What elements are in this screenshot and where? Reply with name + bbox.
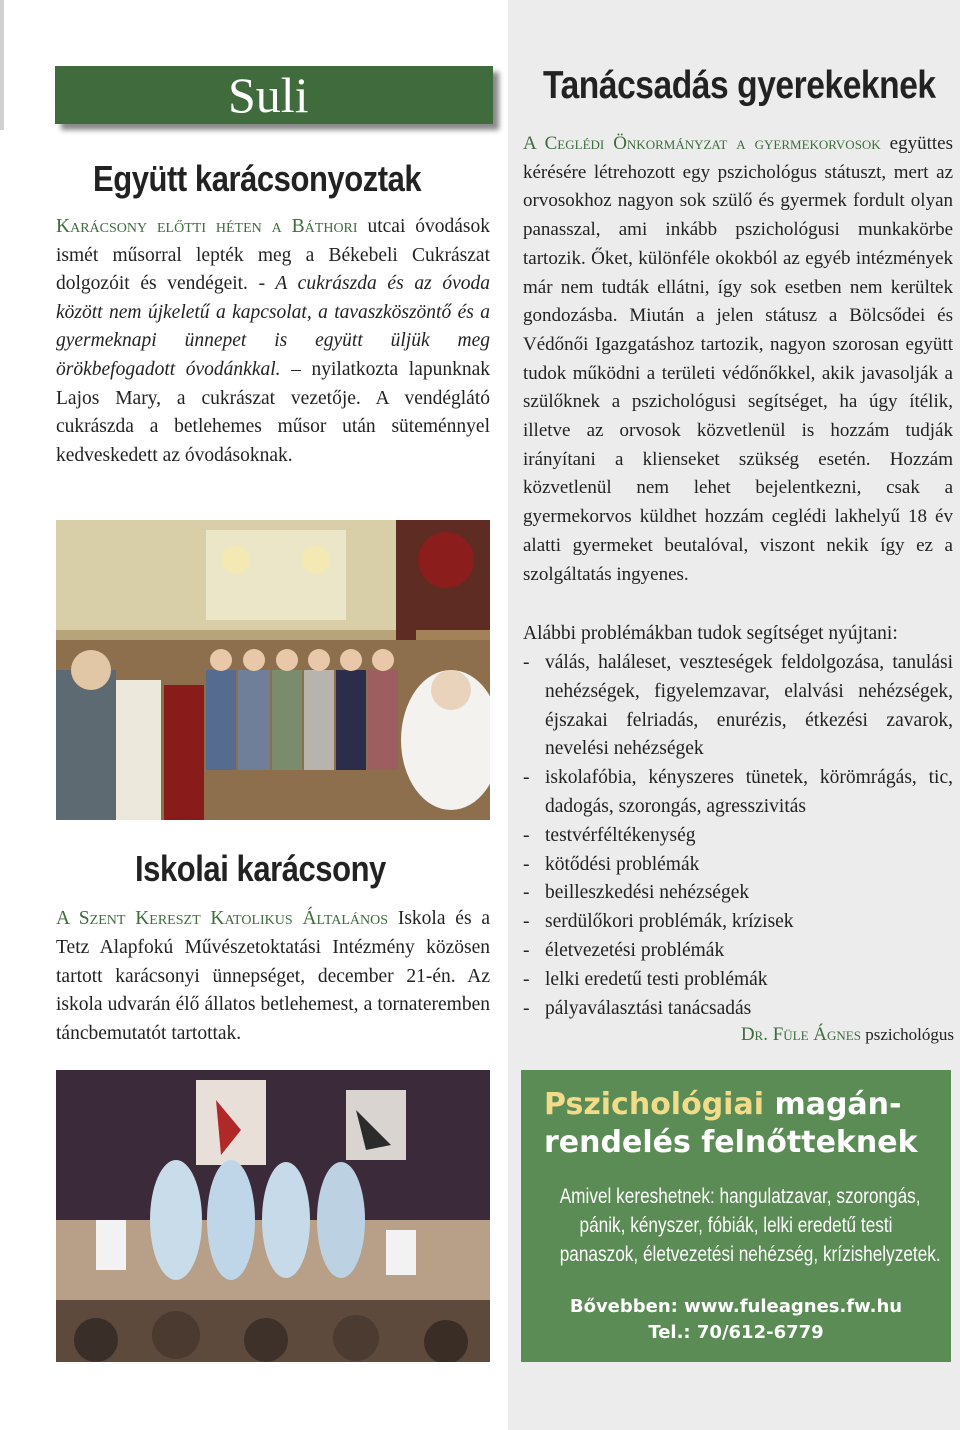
photo-school-dance — [56, 1070, 490, 1362]
ad-title-line2: rendelés felnőtteknek — [544, 1125, 918, 1160]
list-item: - válás, haláleset, veszteségek feldolgozása, tanulási nehézségek, figyelemzavar, elalvási nehézségek, éjszakai felriadás, enurézis, étkezési zavarok, nevelési nehézségek — [523, 652, 953, 760]
ad-contact — [521, 1294, 951, 1346]
ad-title — [544, 1086, 934, 1124]
section-label-text: Suli — [228, 67, 309, 123]
article-text: utcai óvodások ismét műsorral lepték meg a Békebeli Cukrászat dolgozóit és vendégeit. — [56, 216, 491, 295]
list-item: - lelki eredetű testi problémák — [523, 968, 768, 990]
ad-website-link[interactable]: Bővebben: www.fuleagnes.fw.hu — [569, 1296, 903, 1317]
ad-description-line: panaszok, életvezetési nehézség, krízishelyzetek. — [559, 1243, 941, 1266]
issues-intro: Alábbi problémákban tudok segítséget nyújtani: — [523, 623, 898, 644]
article-body — [56, 213, 490, 470]
author-signature — [741, 1024, 954, 1046]
list-item: - beilleszkedési nehézségek — [523, 882, 750, 904]
list-item: - életvezetési problémák — [523, 939, 725, 961]
ad-description-line: Amivel kereshetnek: hangulatzavar, szorongás, — [559, 1185, 921, 1208]
ad-description-line: pánik, kényszer, fóbiák, lelki eredetű testi — [579, 1214, 893, 1237]
ad-description — [521, 1182, 951, 1269]
list-item: - kötődési problémák — [523, 853, 700, 875]
article-lead: Karácsony előtti héten a Báthori — [56, 216, 358, 237]
photo-kindergarten-christmas — [56, 520, 490, 820]
photo-kindergarten-illustration — [56, 520, 490, 820]
article-text: Iskola és a Tetz Alapfokú Művészetoktatási Intézmény közösen tartott karácsonyi ünnepséget, december 21-én. Az iskola udvarán élő állatos betlehemest, a tornateremben táncbemutatót tartottak. — [56, 908, 490, 1045]
article-lead: A Szent Kereszt Katolikus Általános — [56, 908, 389, 929]
ad-title-accent: Pszichológiai — [544, 1087, 764, 1122]
article-title: Együtt karácsonyoztak — [93, 158, 422, 199]
author-name: Dr. Füle Ágnes — [740, 1024, 861, 1045]
list-item: - iskolafóbia, kényszeres tünetek, körömrágás, tic, dadogás, szorongás, agresszivitás — [523, 767, 953, 817]
list-item: - pályaválasztási tanácsadás — [523, 997, 752, 1019]
article-text: együttes kérésére létrehozott egy pszichológus státuszt, mert az orvosokhoz nagyon sok szülő és gyermek fordult olyan panasszal, ami inkább pszichológusi munkakörbe tartozik. Őket, különféle okokból az egyéb intézmények már nem tudták ellátni, így sok esetben nem kerültek gondozásba. Miután a jelen státusz a Bölcsődei és Védőnői Igazgatáshoz tartozik, nagyon szorosan együtt tudok működni a területi védőnőkkel, akik javasolják a szülőknek a pszichológusi segítséget, ha úgy ítélik, illetve az orvosok közvetlenül is hozzám tudják irányítani a klienseket szükség esetén. Hozzám közvetlenül nem lehet bejelentkezni, csak a gyermekorvos küldhet hozzám ceglédi lakhelyű 18 év alatti gyermeket beutalóval, viszont nekik így ez a szolgáltatás ingyenes. — [523, 133, 953, 585]
photo-school-dance-illustration — [56, 1070, 490, 1362]
article-body — [56, 905, 490, 1049]
ad-phone: Tel.: 70/612-6779 — [648, 1322, 824, 1343]
list-item: - testvérféltékenység — [523, 824, 696, 846]
list-item: - serdülőkori problémák, krízisek — [523, 911, 794, 933]
section-label — [55, 66, 493, 124]
article-body — [523, 130, 953, 589]
page-edge-strip — [0, 0, 4, 130]
issues-list — [523, 649, 953, 1023]
article-lead: A Ceglédi Önkormányzat a gyermekorvosok — [523, 133, 881, 154]
article-title: Iskolai karácsony — [135, 848, 386, 889]
advertisement-box — [521, 1070, 951, 1362]
article-quote: - A cukrászda és az óvoda között nem újkeletű a kapcsolat, a tavaszköszöntő és a gyermeknapi ünnepet is együtt üljük meg örökbefogadott óvodánkkal. — [56, 273, 491, 380]
ad-title-rest: magán- — [764, 1087, 902, 1122]
article-title: Tanácsadás gyerekeknek — [543, 64, 936, 107]
author-role: pszichológus — [865, 1025, 954, 1044]
article-text: – nyilatkozta lapunknak Lajos Mary, a cukrászat vezetője. A vendéglátó cukrászda a betlehemes műsor után süteménnyel kedveskedett az óvodásoknak. — [56, 358, 490, 466]
